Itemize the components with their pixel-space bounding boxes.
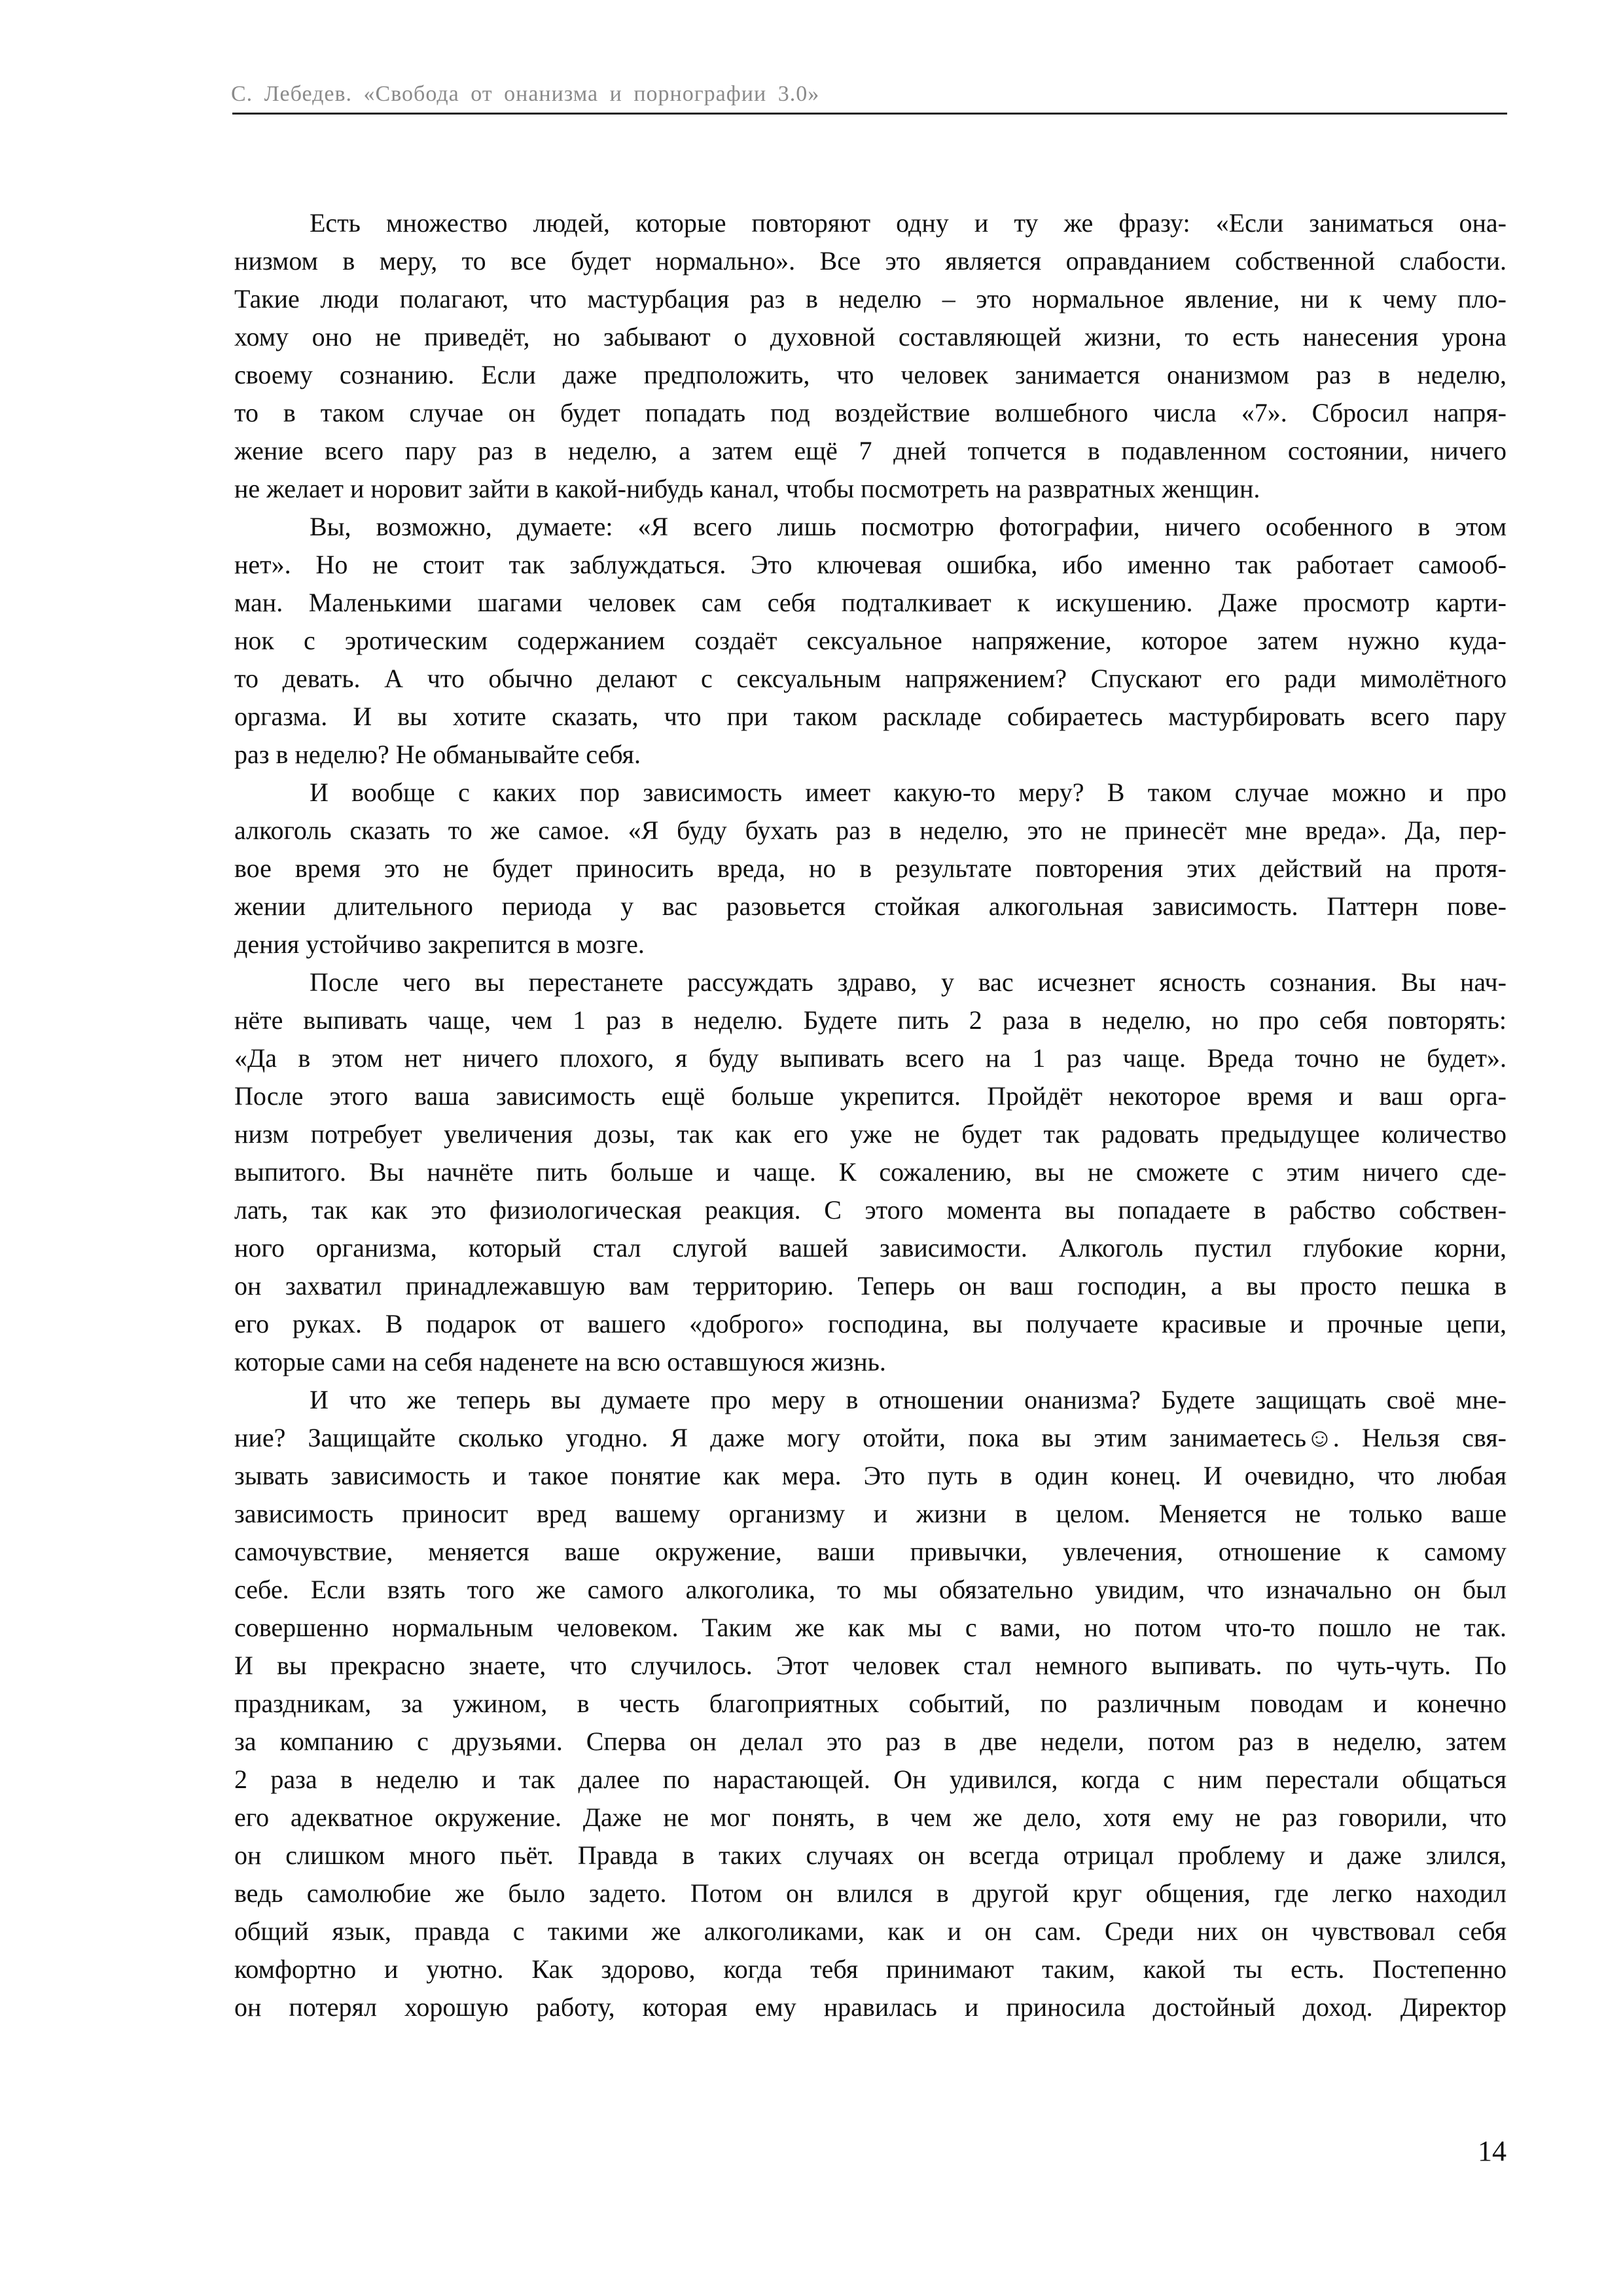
text-line: он слишком много пьёт. Правда в таких случаях он всегда отрицал проблему и даже злился, <box>234 1840 1507 1870</box>
text-line: ного организма, который стал слугой вашей зависимости. Алкоголь пустил глубокие корни, <box>234 1233 1507 1263</box>
text-line: Вы, возможно, думаете: «Я всего лишь посмотрю фотографии, ничего особенного в этом <box>310 512 1507 541</box>
text-line: лать, так как это физиологическая реакция. С этого момента вы попадаете в рабство собствен- <box>234 1195 1507 1225</box>
text-line: ние? Защищайте сколько угодно. Я даже могу отойти, пока вы этим занимаетесь☺. Нельзя свя- <box>234 1423 1507 1452</box>
text-line: зависимость приносит вред вашему организму и жизни в целом. Меняется не только ваше <box>234 1499 1507 1528</box>
text-line: совершенно нормальным человеком. Таким же как мы с вами, но потом что-то пошло не так. <box>234 1613 1507 1642</box>
text-line: вое время это не будет приносить вреда, но в результате повторения этих действий на протя- <box>234 853 1507 883</box>
text-line: И что же теперь вы думаете про меру в отношении онанизма? Будете защищать своё мне- <box>310 1385 1507 1414</box>
text-line: И вообще с каких пор зависимость имеет какую-то меру? В таком случае можно и про <box>310 778 1507 807</box>
text-line: праздникам, за ужином, в честь благоприятных событий, по различным поводам и конечно <box>234 1689 1507 1718</box>
text-line: ведь самолюбие же было задето. Потом он влился в другой круг общения, где легко находил <box>234 1878 1507 1908</box>
text-line: выпитого. Вы начнёте пить больше и чаще. К сожалению, вы не сможете с этим ничего сде- <box>234 1157 1507 1187</box>
header-rule <box>232 113 1507 115</box>
text-line: самочувствие, меняется ваше окружение, ваши привычки, увлечения, отношение к самому <box>234 1537 1507 1566</box>
text-line: то в таком случае он будет попадать под воздействие волшебного числа «7». Сбросил напря- <box>234 398 1507 427</box>
text-line: нок с эротическим содержанием создаёт сексуальное напряжение, которое затем нужно куда- <box>234 626 1507 655</box>
page-number: 14 <box>1478 2135 1507 2167</box>
text-line: жении длительного периода у вас разовьется стойкая алкогольная зависимость. Паттерн пове- <box>234 891 1507 921</box>
text-line: нет». Но не стоит так заблуждаться. Это ключевая ошибка, ибо именно так работает самооб- <box>234 550 1507 579</box>
text-line: его руках. В подарок от вашего «доброго» господина, вы получаете красивые и прочные цепи, <box>234 1309 1507 1338</box>
text-line: ман. Маленькими шагами человек сам себя подталкивает к искушению. Даже просмотр карти- <box>234 588 1507 617</box>
text-line: то девать. А что обычно делают с сексуальным напряжением? Спускают его ради мимолётного <box>234 664 1507 693</box>
running-header: С. Лебедев. «Свобода от онанизма и порнографии 3.0» <box>231 82 820 106</box>
text-line: низм потребует увеличения дозы, так как его уже не будет так радовать предыдущее количество <box>234 1119 1507 1149</box>
text-line: жение всего пару раз в неделю, а затем ещё 7 дней топчется в подавленном состоянии, ничего <box>234 436 1507 465</box>
text-line: за компанию с друзьями. Сперва он делал это раз в две недели, потом раз в неделю, затем <box>234 1727 1507 1756</box>
text-line: Есть множество людей, которые повторяют одну и ту же фразу: «Если заниматься она- <box>310 208 1507 238</box>
text-line: его адекватное окружение. Даже не мог понять, в чем же дело, хотя ему не раз говорили, что <box>234 1803 1507 1832</box>
text-line: он захватил принадлежавшую вам территорию. Теперь он ваш господин, а вы просто пешка в <box>234 1271 1507 1300</box>
text-line: И вы прекрасно знаете, что случилось. Этот человек стал немного выпивать. по чуть-чуть. По <box>234 1651 1507 1680</box>
text-line: «Да в этом нет ничего плохого, я буду выпивать всего на 1 раз чаще. Вреда точно не будет». <box>234 1043 1507 1073</box>
text-line: нёте выпивать чаще, чем 1 раз в неделю. Будете пить 2 раза в неделю, но про себя повторять: <box>234 1005 1507 1035</box>
text-line: комфортно и уютно. Как здорово, когда тебя принимают таким, какой ты есть. Постепенно <box>234 1954 1507 1984</box>
text-line: Такие люди полагают, что мастурбация раз в неделю – это нормальное явление, ни к чему пло- <box>234 284 1507 314</box>
text-line: дения устойчиво закрепится в мозге. <box>234 929 645 959</box>
text-line: После чего вы перестанете рассуждать здраво, у вас исчезнет ясность сознания. Вы нач- <box>310 967 1507 997</box>
text-line: общий язык, правда с такими же алкоголиками, как и он сам. Среди них он чувствовал себя <box>234 1916 1507 1946</box>
text-line: себе. Если взять того же самого алкоголика, то мы обязательно увидим, что изначально он был <box>234 1575 1507 1604</box>
text-line: 2 раза в неделю и так далее по нарастающей. Он удивился, когда с ним перестали общаться <box>234 1765 1507 1794</box>
text-line: своему сознанию. Если даже предположить, что человек занимается онанизмом раз в неделю, <box>234 360 1507 389</box>
text-line: низмом в меру, то все будет нормально». Все это является оправданием собственной слабости. <box>234 246 1507 276</box>
page-body-text <box>234 204 1507 2026</box>
text-line: алкоголь сказать то же самое. «Я буду бухать раз в неделю, это не принесёт мне вреда». Да, пер- <box>234 816 1507 845</box>
text-line: зывать зависимость и такое понятие как мера. Это путь в один конец. И очевидно, что любая <box>234 1461 1507 1490</box>
text-line: оргазма. И вы хотите сказать, что при таком раскладе собираетесь мастурбировать всего пару <box>234 702 1507 731</box>
text-line: он потерял хорошую работу, которая ему нравилась и приносила достойный доход. Директор <box>234 1992 1507 2022</box>
text-line: которые сами на себя наденете на всю оставшуюся жизнь. <box>234 1347 886 1376</box>
text-line: раз в неделю? Не обманывайте себя. <box>234 740 641 769</box>
text-line: После этого ваша зависимость ещё больше укрепится. Пройдёт некоторое время и ваш орга- <box>234 1081 1507 1111</box>
text-line: хому оно не приведёт, но забывают о духовной составляющей жизни, то есть нанесения урона <box>234 322 1507 351</box>
text-line: не желает и норовит зайти в какой-нибудь канал, чтобы посмотреть на развратных женщин. <box>234 474 1260 503</box>
